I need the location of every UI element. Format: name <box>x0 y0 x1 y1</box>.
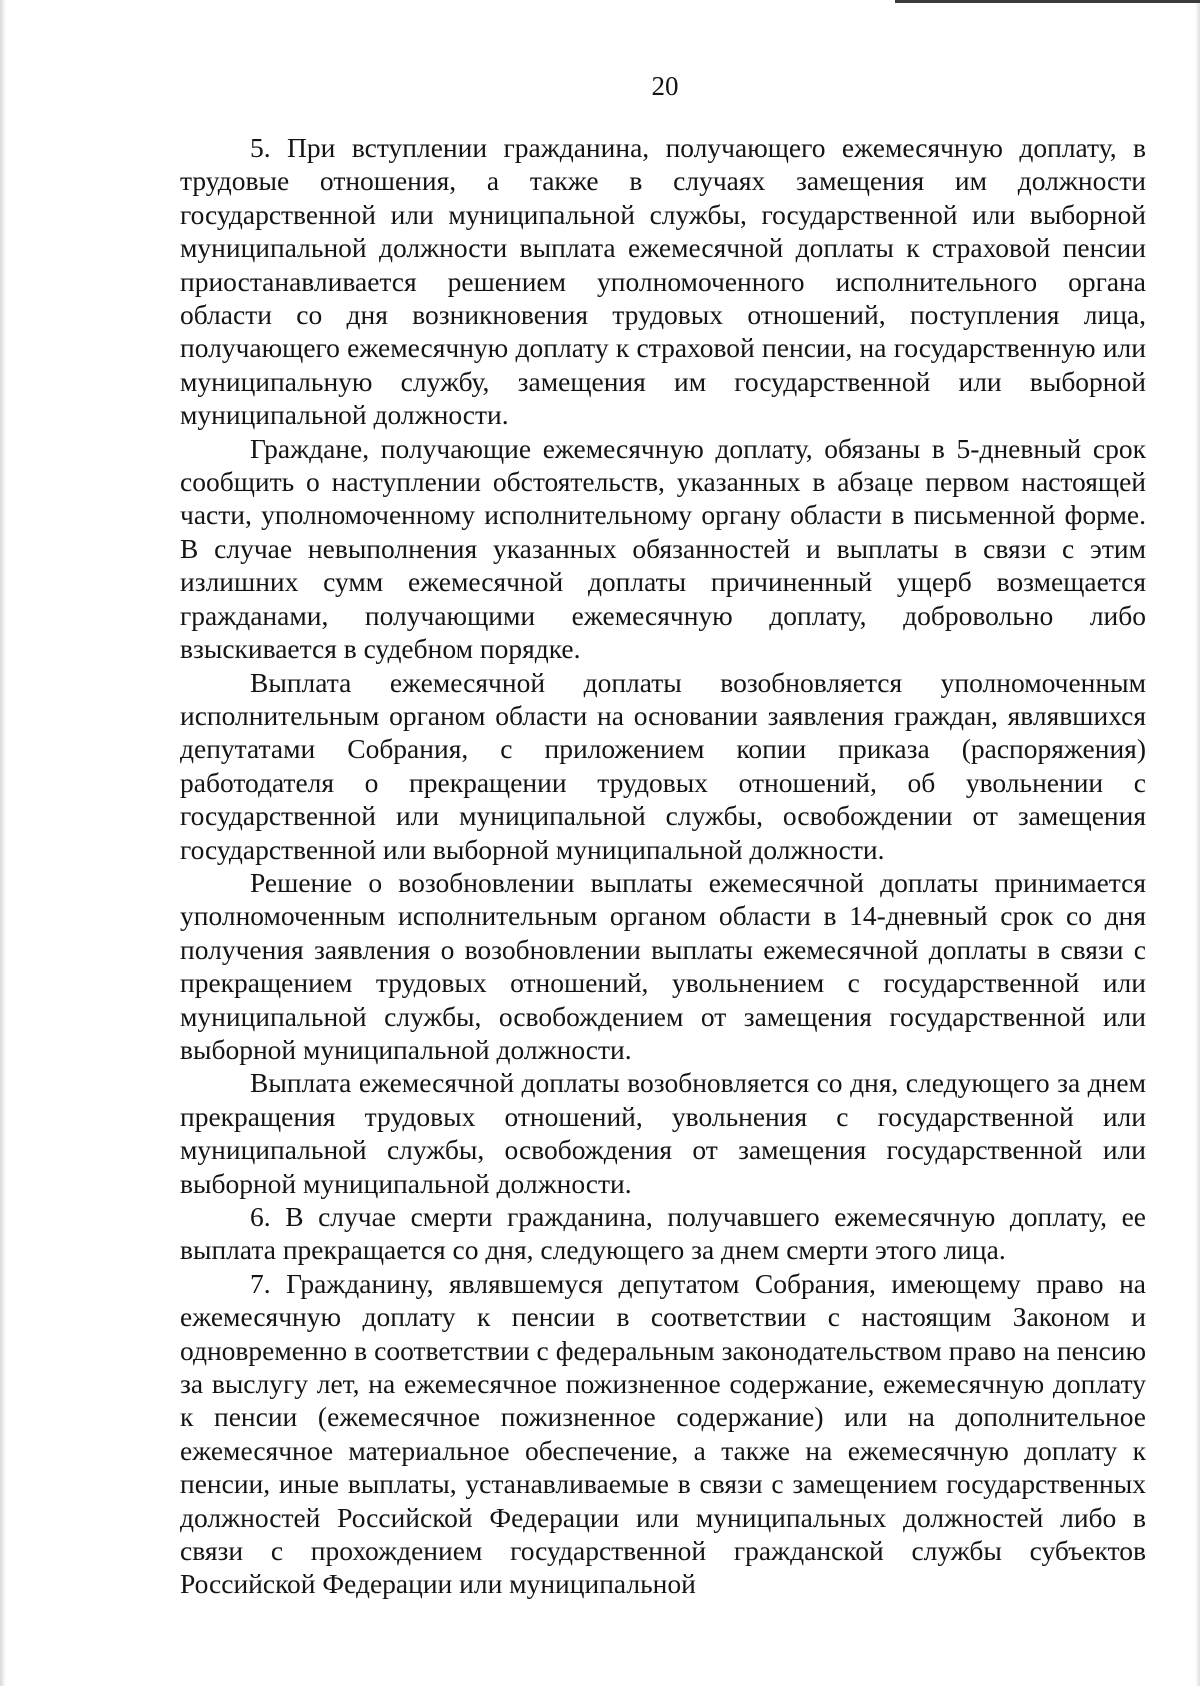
paragraph-notification-duty: Граждане, получающие ежемесячную доплату, обязаны в 5-дневный срок сообщить о наступлении обстоятельств, указанных в абзаце первом настоящей части, уполномоченному исполнительному органу области в письменной форме. В случае невыполнения указанных обязанностей и выплаты в связи с этим излишних сумм ежемесячной доплаты причиненный ущерб возмещается гражданами, получающими ежемесячную доплату, добровольно либо взыскивается в судебном порядке. <box>180 432 1146 665</box>
page-number: 20 <box>651 71 679 101</box>
paragraph-resumption-date: Выплата ежемесячной доплаты возобновляется со дня, следующего за днем прекращения трудовых отношений, увольнения с государственной или муниципальной службы, освобождения от замещения государственной или выборной муниципальной должности. <box>180 1067 1146 1199</box>
paragraph-resumption-decision: Решение о возобновлении выплаты ежемесячной доплаты принимается уполномоченным исполнительным органом области в 14-дневный срок со дня получения заявления о возобновлении выплаты ежемесячной доплаты в связи с прекращением трудовых отношений, увольнением с государственной или муниципальной службы, освобождением от замещения государственной или выборной муниципальной должности. <box>180 866 1146 1065</box>
paragraph-part-5: 5. При вступлении гражданина, получающего ежемесячную доплату, в трудовые отношения, а также в случаях замещения им должности государственной или муниципальной службы, государственной или выборной муниципальной должности выплата ежемесячной доплаты к страховой пенсии приостанавливается решением уполномоченного исполнительного органа области со дня возникновения трудовых отношений, поступления лица, получающего ежемесячную доплату к страховой пенсии, на государственную или муниципальную службу, замещения им государственной или выборной муниципальной должности. <box>180 132 1146 431</box>
paragraph-part-7: 7. Гражданину, являвшемуся депутатом Собрания, имеющему право на ежемесячную доплату к пенсии в соответствии с настоящим Законом и одновременно в соответствии с федеральным законодательством право на пенсию за выслугу лет, на ежемесячное пожизненное содержание, ежемесячную доплату к пенсии (ежемесячное пожизненное содержание) или на дополнительное ежемесячное материальное обеспечение, а также на ежемесячную доплату к пенсии, иные выплаты, устанавливаемые в связи с замещением государственных должностей Российской Федерации или муниципальных должностей либо в связи с прохождением государственной гражданской службы субъектов Российской Федерации или муниципальной <box>180 1267 1146 1600</box>
scan-top-rule <box>895 0 1200 3</box>
scan-right-edge <box>1195 0 1200 1686</box>
paragraph-part-6: 6. В случае смерти гражданина, получавшего ежемесячную доплату, ее выплата прекращается со дня, следующего за днем смерти этого лица. <box>180 1201 1146 1266</box>
scan-left-edge <box>0 0 6 1686</box>
paragraph-resumption-basis: Выплата ежемесячной доплаты возобновляется уполномоченным исполнительным органом области на основании заявления граждан, являвшихся депутатами Собрания, с приложением копии приказа (распоряжения) работодателя о прекращении трудовых отношений, об увольнении с государственной или муниципальной службы, освобождении от замещения государственной или выборной муниципальной должности. <box>180 666 1146 865</box>
document-body <box>180 131 1146 1601</box>
